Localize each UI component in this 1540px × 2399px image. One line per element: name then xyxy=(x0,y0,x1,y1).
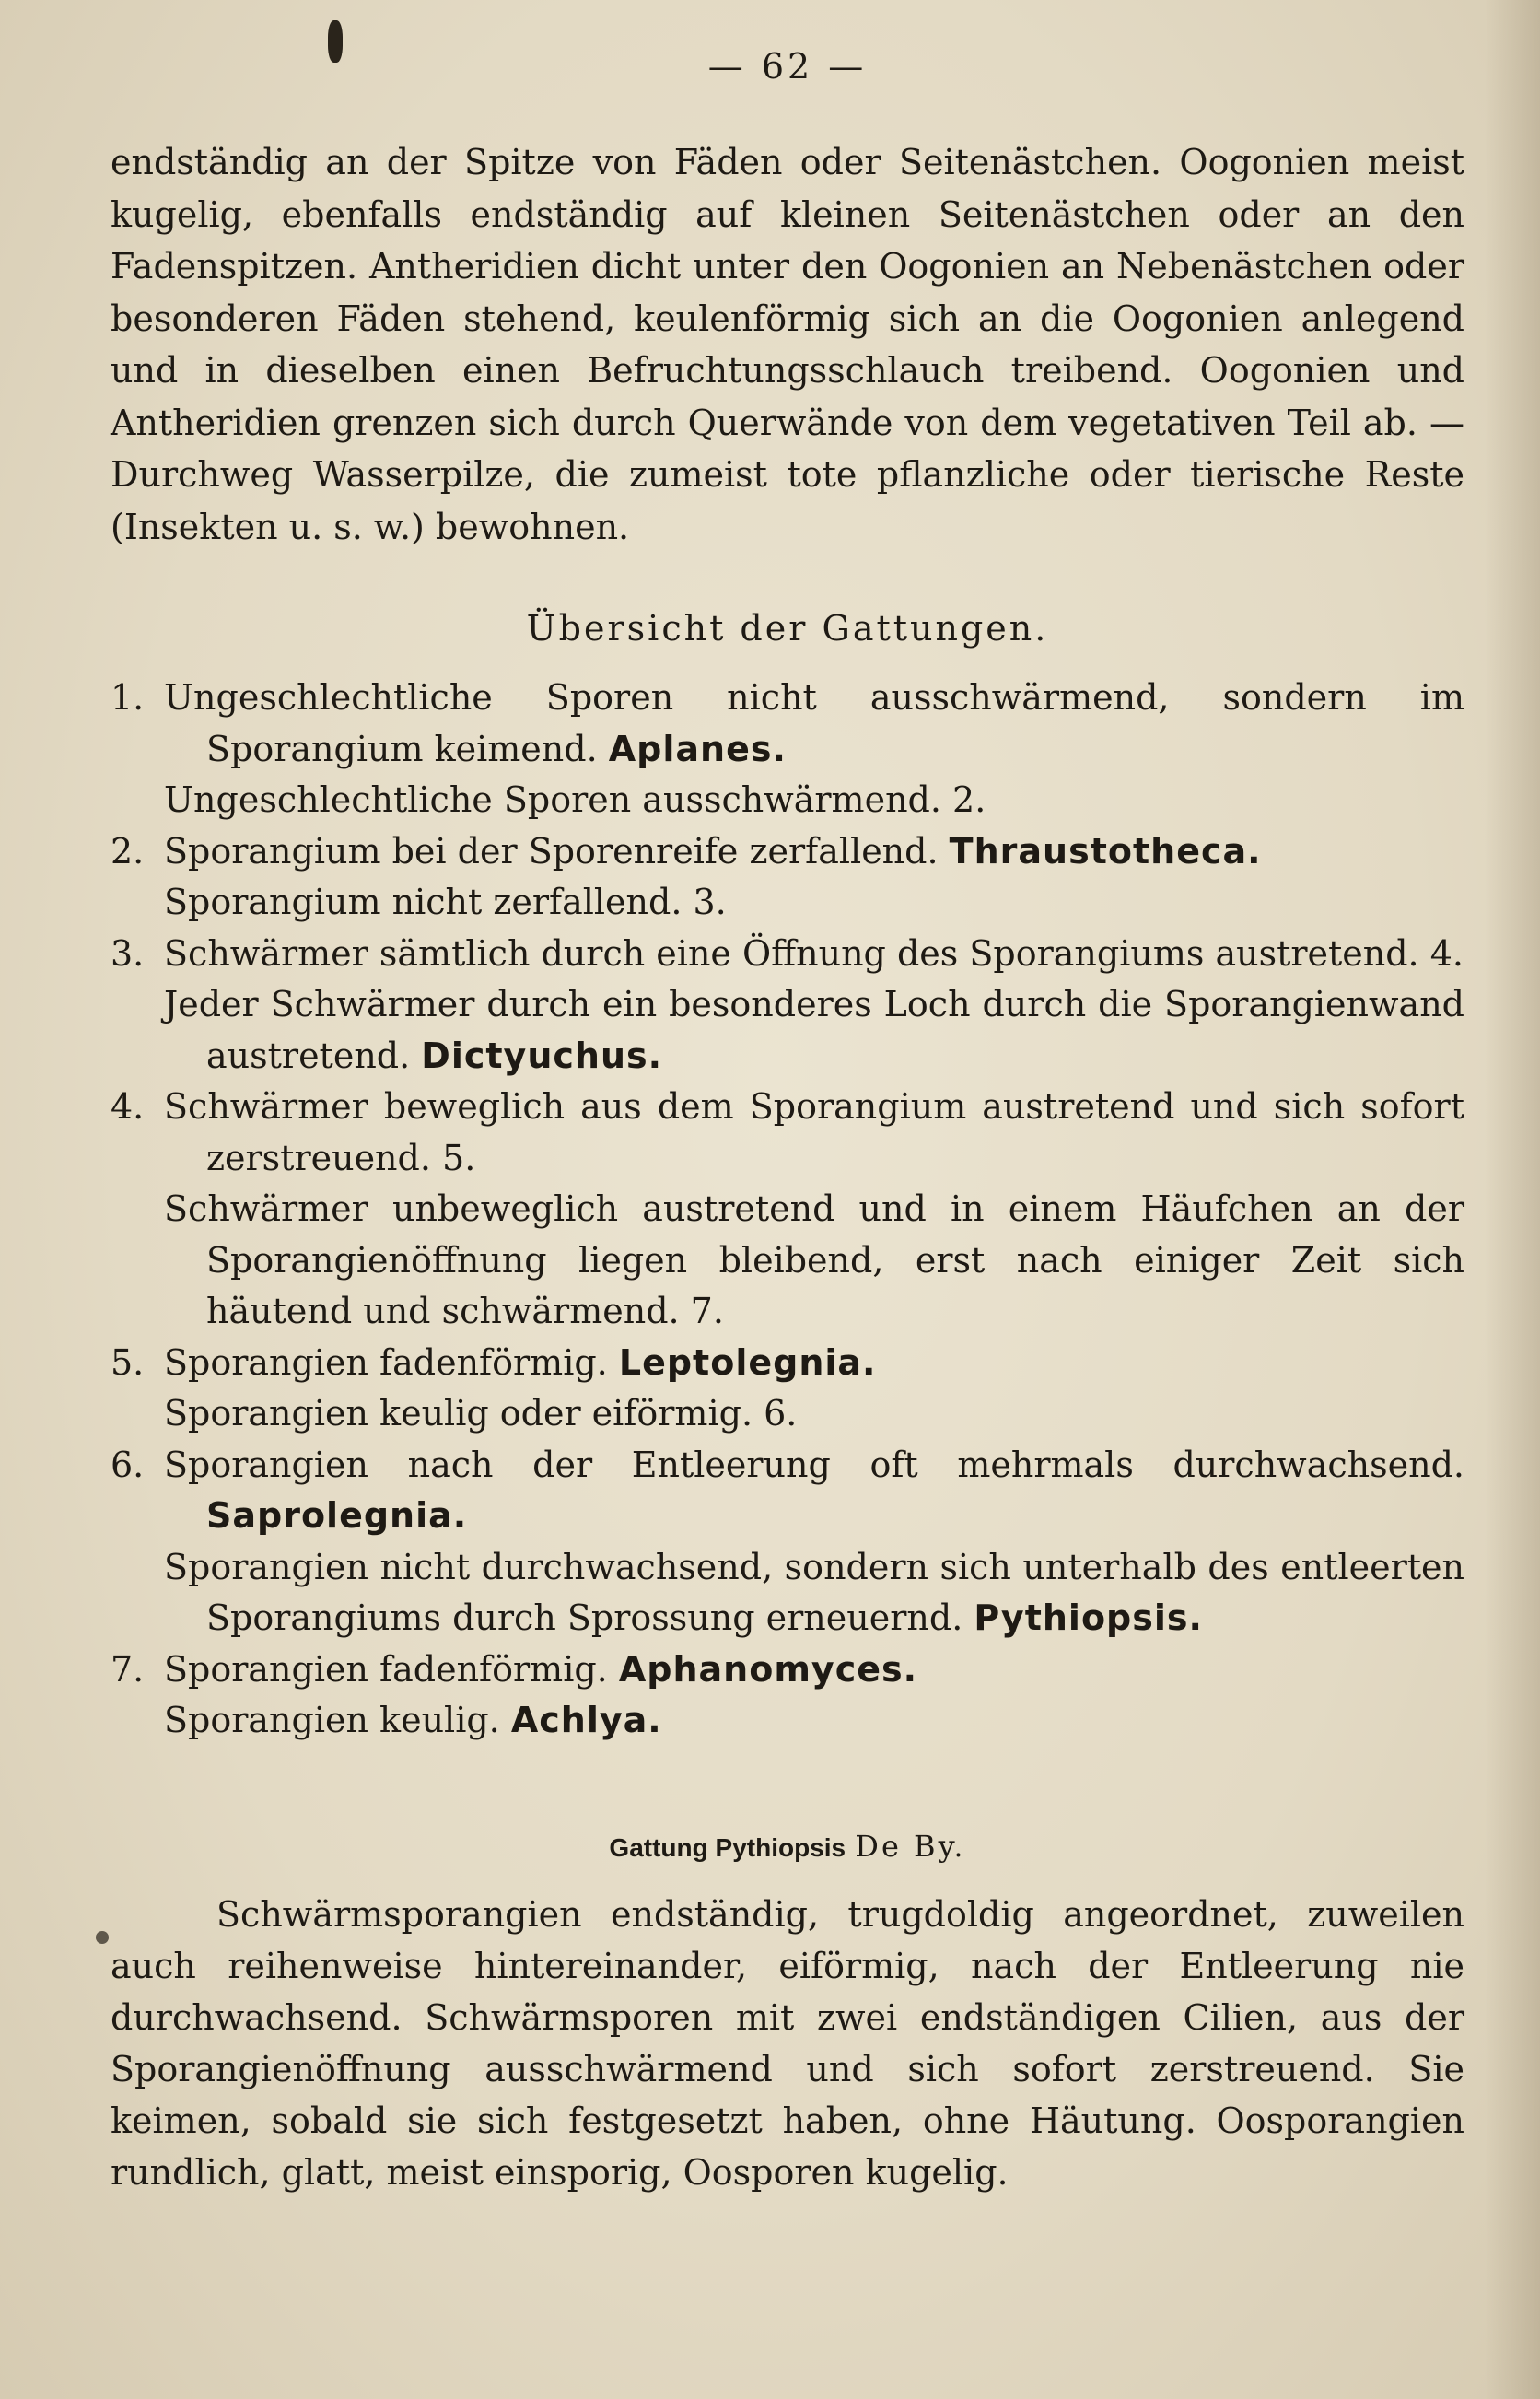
key-number: 2. xyxy=(111,830,145,872)
genus-section-title: Gattung Pythiopsis xyxy=(609,1833,846,1862)
genus-section-author: De By. xyxy=(855,1829,966,1864)
key-line xyxy=(111,979,1464,1082)
key-entry-2 xyxy=(111,826,1464,929)
key-line-text: Schwärmer unbeweglich austretend und in einem Häufchen an der Sporangienöffnung liegen bleibend, erst nach einiger Zeit sich häutend und schwärmend. 7. xyxy=(164,1188,1464,1331)
key-line-text: Sporangien keulig oder eiförmig. 6. xyxy=(164,1393,798,1434)
key-line-text: Sporangien nach der Entleerung oft mehrmals durchwachsend. xyxy=(164,1444,1464,1485)
overview-heading: Übersicht der Gattungen. xyxy=(526,608,1049,649)
key-number: 5. xyxy=(111,1341,145,1383)
genus-name: Leptolegnia. xyxy=(618,1341,877,1383)
page-edge-shadow xyxy=(1485,0,1540,2399)
genus-description: Schwärmsporangien endständig, trugdoldig angeordnet, zuweilen auch reihenweise hintereinander, eiförmig, nach der Entleerung nie durchwachsend. Schwärmsporen mit zwei endständigen Cilien, aus der Sporangienöffnung ausschwärmend und sich sofort zerstreuend. Sie keimen, sobald sie sich festgesetzt haben, ohne Häutung. Oosporangien rundlich, glatt, meist einsporig, Oosporen kugelig. xyxy=(111,1894,1464,2193)
key-number: 7. xyxy=(111,1648,145,1690)
key-entry-1 xyxy=(111,673,1464,826)
genus-section-heading xyxy=(111,1829,1464,1864)
key-line xyxy=(111,1082,1464,1184)
key-line xyxy=(111,1695,1464,1747)
key-line-text: Schwärmer beweglich aus dem Sporangium austretend und sich sofort zerstreuend. 5. xyxy=(164,1086,1464,1178)
key-line xyxy=(111,1388,1464,1440)
key-line-text: Jeder Schwärmer durch ein besonderes Loch durch die Sporangienwand austretend. xyxy=(164,984,1464,1076)
key-line-text: Sporangien nicht durchwachsend, sondern sich unterhalb des entleerten Sporangiums durch Sprossung erneuernd. xyxy=(164,1546,1464,1638)
page-number: — 62 — xyxy=(707,46,868,87)
genus-name: Aphanomyces. xyxy=(618,1648,918,1690)
key-line-text: Sporangien keulig. xyxy=(164,1700,500,1740)
key-number: 6. xyxy=(111,1444,145,1485)
key-line xyxy=(111,1338,1464,1389)
key-number: 4. xyxy=(111,1086,145,1127)
ink-spot-left xyxy=(96,1931,109,1944)
genus-name: Achlya. xyxy=(510,1700,662,1740)
key-line-text: Sporangium bei der Sporenreife zerfallend. xyxy=(164,830,939,872)
key-entry-3 xyxy=(111,929,1464,1082)
key-number: 1. xyxy=(111,677,145,718)
key-line xyxy=(111,775,1464,826)
key-line xyxy=(111,1644,1464,1696)
intro-paragraph-block xyxy=(111,136,1464,553)
key-line-text: Ungeschlechtliche Sporen ausschwärmend. 2. xyxy=(164,779,986,820)
key-line xyxy=(111,826,1464,878)
key-line xyxy=(111,1184,1464,1338)
genus-description-block xyxy=(111,1889,1464,2198)
key-entry-4 xyxy=(111,1082,1464,1338)
key-line xyxy=(111,1542,1464,1644)
key-entry-5 xyxy=(111,1338,1464,1440)
key-line-text: Schwärmer sämtlich durch eine Öffnung des Sporangiums austretend. 4. xyxy=(164,932,1464,974)
genus-key xyxy=(111,673,1464,1747)
genus-name: Saprolegnia. xyxy=(206,1495,468,1536)
key-entry-6 xyxy=(111,1440,1464,1644)
key-line-text: Ungeschlechtliche Sporen nicht ausschwärmend, sondern im Sporangium keimend. xyxy=(164,677,1464,769)
key-line-text: Sporangien fadenförmig. xyxy=(164,1648,608,1690)
key-line xyxy=(111,877,1464,929)
key-line-text: Sporangium nicht zerfallend. 3. xyxy=(164,882,727,922)
key-line-text: Sporangien fadenförmig. xyxy=(164,1341,608,1383)
key-line xyxy=(111,1440,1464,1542)
genus-name: Thraustotheca. xyxy=(949,830,1262,872)
genus-name: Aplanes. xyxy=(608,728,787,769)
genus-name: Pythiopsis. xyxy=(974,1597,1203,1638)
key-entry-7 xyxy=(111,1644,1464,1747)
intro-paragraph: endständig an der Spitze von Fäden oder Seitenästchen. Oogonien meist kugelig, ebenfalls endständig auf kleinen Seitenästchen oder an den Fadenspitzen. Antheridien dicht unter den Oogonien an Nebenästchen oder besonderen Fäden stehend, keulenförmig sich an die Oogonien anlegend und in dieselben einen Befruchtungsschlauch treibend. Oogonien und Antheridien grenzen sich durch Querwände von dem vegetativen Teil ab. — Durchweg Wasserpilze, die zumeist tote pflanzliche oder tierische Reste (Insekten u. s. w.) bewohnen. xyxy=(111,142,1464,547)
key-number: 3. xyxy=(111,932,145,974)
key-line xyxy=(111,929,1464,980)
genus-name: Dictyuchus. xyxy=(421,1035,663,1076)
key-line xyxy=(111,673,1464,775)
